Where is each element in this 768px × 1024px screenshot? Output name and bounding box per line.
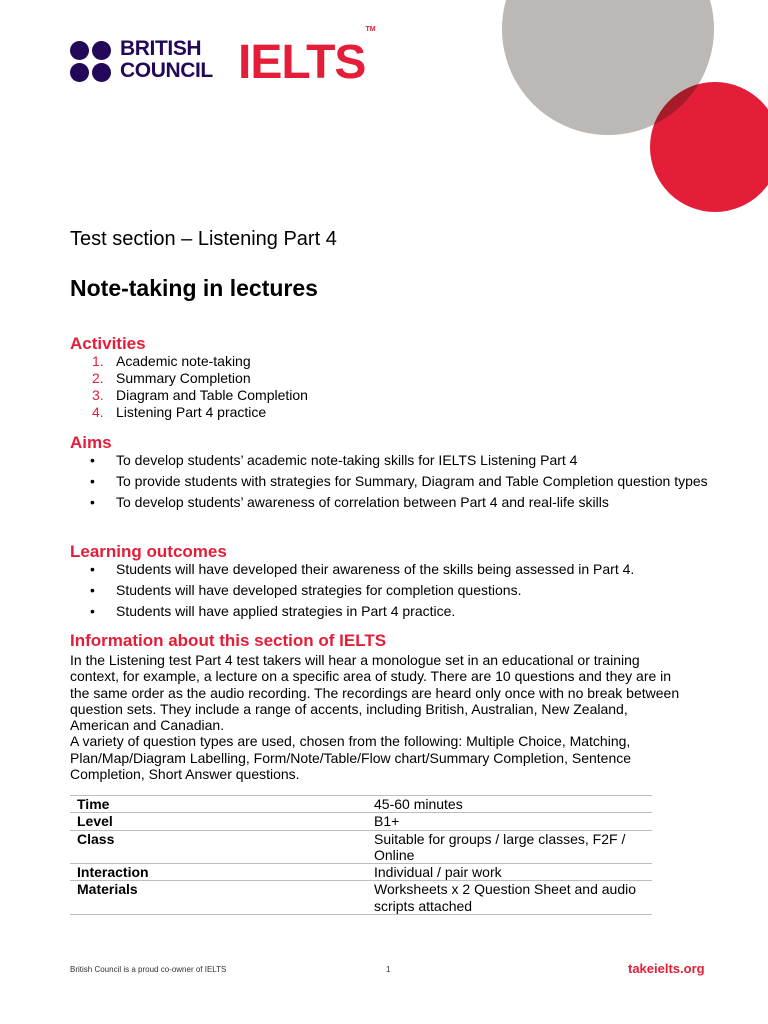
activity-item	[70, 387, 308, 404]
activity-item	[70, 353, 308, 370]
aims-item	[70, 452, 708, 469]
table-row	[70, 813, 652, 830]
table-row	[70, 881, 652, 915]
decorative-circle-overlap	[502, 0, 714, 135]
activities-heading: Activities	[70, 334, 146, 353]
detail-value: Suitable for groups / large classes, F2F / Online	[367, 830, 652, 864]
footer-note: British Council is a proud co-owner of IELTS	[70, 965, 227, 974]
info-paragraph-1: In the Listening test Part 4 test takers will hear a monologue set in an educational or training context, for example, a lecture on a specific area of study. There are 10 questions and they are in the same order as the audio recording. The recordings are heard only once with no break between question sets. They include a range of accents, including British, Australian, New Zealand, American and Canadian.	[70, 652, 680, 734]
page-title: Note-taking in lectures	[70, 275, 318, 301]
british-council-logo-line2: COUNCIL	[120, 59, 213, 82]
activity-item	[70, 370, 308, 387]
bullet-icon: •	[90, 582, 95, 598]
activity-number: 2.	[92, 370, 104, 386]
table-row	[70, 830, 652, 864]
page-number: 1	[386, 965, 391, 974]
detail-label: Materials	[70, 881, 367, 915]
activity-number: 4.	[92, 404, 104, 420]
detail-label: Class	[70, 830, 367, 864]
bullet-icon: •	[90, 561, 95, 577]
activity-item	[70, 404, 308, 421]
bullet-icon: •	[90, 603, 95, 619]
activity-text: Academic note-taking	[116, 353, 251, 369]
british-council-logo-line1: BRITISH	[120, 37, 202, 60]
activity-text: Summary Completion	[116, 370, 251, 386]
activity-number: 3.	[92, 387, 104, 403]
bullet-icon: •	[90, 473, 95, 489]
outcomes-item	[70, 582, 634, 599]
aims-item-text: To provide students with strategies for Summary, Diagram and Table Completion question types	[116, 473, 708, 489]
info-heading: Information about this section of IELTS	[70, 631, 387, 650]
detail-label: Time	[70, 796, 367, 813]
aims-heading: Aims	[70, 433, 112, 452]
aims-item-text: To develop students’ academic note-taking skills for IELTS Listening Part 4	[116, 452, 578, 468]
detail-value: 45-60 minutes	[367, 796, 652, 813]
detail-value: B1+	[367, 813, 652, 830]
outcomes-item-text: Students will have applied strategies in Part 4 practice.	[116, 603, 456, 619]
outcomes-list	[70, 561, 634, 624]
table-row	[70, 864, 652, 881]
detail-label: Interaction	[70, 864, 367, 881]
ielts-trademark: TM	[365, 26, 376, 33]
outcomes-item-text: Students will have developed strategies for completion questions.	[116, 582, 522, 598]
outcomes-heading: Learning outcomes	[70, 542, 227, 561]
lesson-details-table	[70, 795, 652, 915]
outcomes-item	[70, 603, 634, 620]
detail-label: Level	[70, 813, 367, 830]
activity-number: 1.	[92, 353, 104, 369]
ielts-logo-text: IELTS	[238, 36, 366, 89]
aims-item-text: To develop students’ awareness of correlation between Part 4 and real-life skills	[116, 494, 609, 510]
table-row	[70, 796, 652, 813]
aims-list	[70, 452, 708, 515]
outcomes-item	[70, 561, 634, 578]
section-title: Test section – Listening Part 4	[70, 228, 337, 250]
bullet-icon: •	[90, 452, 95, 468]
british-council-dots-icon	[70, 41, 112, 83]
ielts-logo	[238, 26, 376, 89]
info-text	[70, 652, 680, 782]
info-paragraph-2: A variety of question types are used, chosen from the following: Multiple Choice, Matching, Plan/Map/Diagram Labelling, Form/Note/Table/Flow chart/Summary Completion, Sentence Completion, Short Answer questions.	[70, 733, 632, 783]
outcomes-item-text: Students will have developed their awareness of the skills being assessed in Part 4.	[116, 561, 635, 577]
aims-item	[70, 494, 708, 511]
detail-value: Individual / pair work	[367, 864, 652, 881]
detail-value: Worksheets x 2 Question Sheet and audio scripts attached	[367, 881, 652, 915]
aims-item	[70, 473, 708, 490]
bullet-icon: •	[90, 494, 95, 510]
activity-text: Diagram and Table Completion	[116, 387, 308, 403]
takeielts-link[interactable]: takeielts.org	[628, 961, 705, 976]
activity-text: Listening Part 4 practice	[116, 404, 267, 420]
activities-list	[70, 353, 308, 421]
